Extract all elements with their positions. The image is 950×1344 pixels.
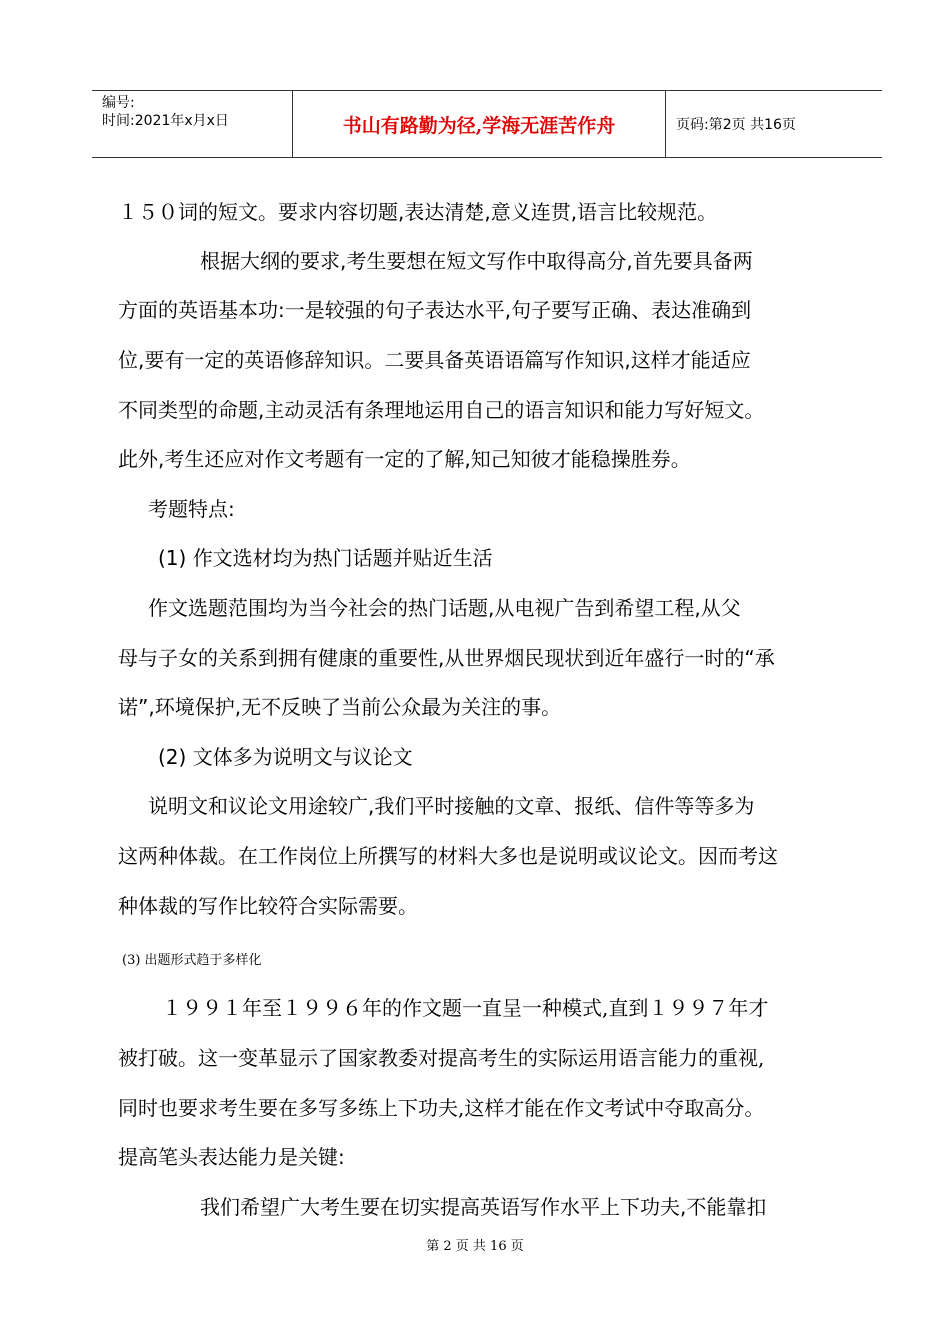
body-line: 种体裁的写作比较符合实际需要。	[118, 894, 418, 918]
body-line: 母与子女的关系到拥有健康的重要性,从世界烟民现状到近年盛行一时的“承	[118, 646, 775, 670]
body-line: 不同类型的命题,主动灵活有条理地运用自己的语言知识和能力写好短文。	[118, 398, 765, 422]
subsection-heading: (3) 出题形式趋于多样化	[122, 953, 262, 968]
subsection-heading: (1) 作文选材均为热门话题并贴近生活	[158, 546, 493, 570]
body-line: 这两种体裁。在工作岗位上所撰写的材料大多也是说明或议论文。因而考这	[118, 844, 778, 868]
header-time-label: 时间:2021年x月x日	[102, 113, 229, 129]
body-line: 方面的英语基本功:一是较强的句子表达水平,句子要写正确、表达准确到	[118, 298, 752, 322]
body-line: １９９１年至１９９６年的作文题一直呈一种模式,直到１９９７年才	[162, 996, 769, 1020]
body-line: 诺”,环境保护,无不反映了当前公众最为关注的事。	[118, 695, 562, 719]
body-line: 同时也要求考生要在多写多练上下功夫,这样才能在作文考试中夺取高分。	[118, 1096, 765, 1120]
header-page-label: 页码:第2页 共16页	[676, 117, 796, 133]
header-motto: 书山有路勤为径,学海无涯苦作舟	[293, 91, 666, 157]
body-line: １５０词的短文。要求内容切题,表达清楚,意义连贯,语言比较规范。	[118, 200, 718, 224]
page-header	[92, 90, 882, 158]
body-line: 提高笔头表达能力是关键:	[118, 1145, 345, 1169]
body-line: 此外,考生还应对作文考题有一定的了解,知己知彼才能稳操胜券。	[118, 447, 691, 471]
section-heading: 考题特点:	[148, 497, 235, 521]
body-line: 被打破。这一变革显示了国家教委对提高考生的实际运用语言能力的重视,	[118, 1046, 765, 1070]
body-line: 我们希望广大考生要在切实提高英语写作水平上下功夫,不能靠扣	[200, 1195, 767, 1219]
body-line: 位,要有一定的英语修辞知识。二要具备英语语篇写作知识,这样才能适应	[118, 348, 751, 372]
header-number-label: 编号:	[102, 95, 135, 111]
header-meta	[92, 91, 293, 157]
body-line: 作文选题范围均为当今社会的热门话题,从电视广告到希望工程,从父	[148, 596, 741, 620]
body-line: 说明文和议论文用途较广,我们平时接触的文章、报纸、信件等等多为	[148, 794, 755, 818]
page-footer: 第 2 页 共 16 页	[426, 1239, 524, 1254]
body-line: 根据大纲的要求,考生要想在短文写作中取得高分,首先要具备两	[200, 249, 753, 273]
subsection-heading: (2) 文体多为说明文与议论文	[158, 745, 413, 769]
